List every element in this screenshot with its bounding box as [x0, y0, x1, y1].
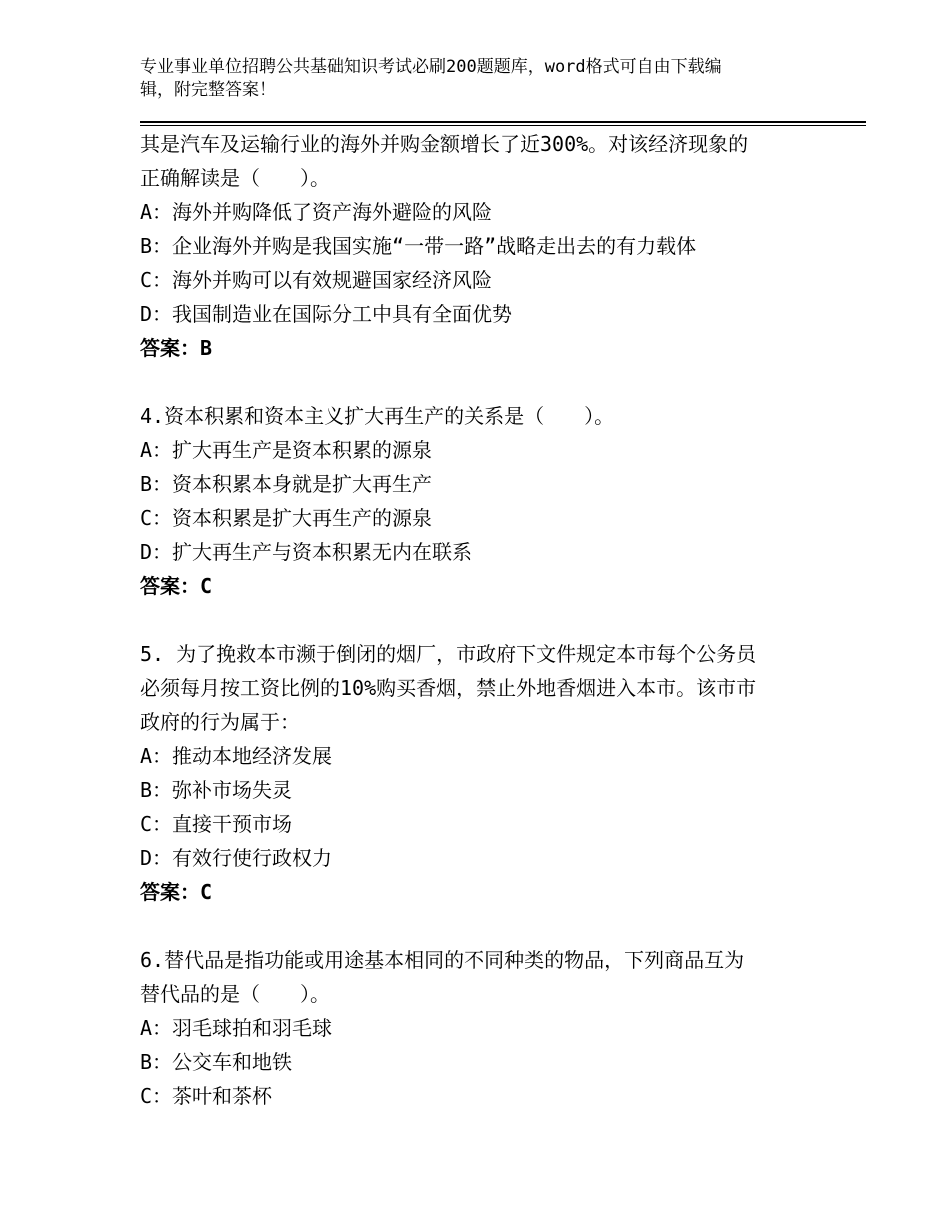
- question-stem: 正确解读是（ ）。: [140, 166, 330, 190]
- header-line-2: 辑，附完整答案！: [140, 80, 276, 100]
- question-stem: 替代品的是（ ）。: [140, 982, 330, 1006]
- question-stem: 政府的行为属于：: [140, 710, 300, 734]
- option-d: D：有效行使行政权力: [140, 846, 333, 870]
- question-content: [140, 127, 820, 1113]
- spacer: [140, 603, 820, 637]
- question-stem: 必须每月按工资比例的10%购买香烟，禁止外地香烟进入本市。该市市: [140, 676, 757, 700]
- page-header: [140, 56, 800, 102]
- header-rule-thin: [140, 125, 866, 126]
- option-c: C：海外并购可以有效规避国家经济风险: [140, 268, 493, 292]
- question-5: [140, 637, 820, 909]
- option-c: C：资本积累是扩大再生产的源泉: [140, 506, 433, 530]
- option-b: B：资本积累本身就是扩大再生产: [140, 472, 433, 496]
- question-stem: 6.替代品是指功能或用途基本相同的不同种类的物品，下列商品互为: [140, 948, 745, 972]
- option-a: A：羽毛球拍和羽毛球: [140, 1016, 333, 1040]
- option-c: C：茶叶和茶杯: [140, 1084, 273, 1108]
- header-rule-thick: [140, 121, 866, 123]
- answer-label: 答案：C: [140, 574, 213, 598]
- spacer: [140, 909, 820, 943]
- question-3: [140, 127, 820, 365]
- question-stem: 5. 为了挽救本市濒于倒闭的烟厂，市政府下文件规定本市每个公务员: [140, 642, 757, 666]
- option-d: D：扩大再生产与资本积累无内在联系: [140, 540, 473, 564]
- question-stem: 其是汽车及运输行业的海外并购金额增长了近300%。对该经济现象的: [140, 132, 749, 156]
- option-a: A：海外并购降低了资产海外避险的风险: [140, 200, 493, 224]
- question-4: [140, 399, 820, 603]
- spacer: [140, 365, 820, 399]
- question-6: [140, 943, 820, 1113]
- option-a: A：扩大再生产是资本积累的源泉: [140, 438, 433, 462]
- header-line-1: 专业事业单位招聘公共基础知识考试必刷200题题库，word格式可自由下载编: [140, 57, 722, 77]
- answer-label: 答案：C: [140, 880, 213, 904]
- option-a: A：推动本地经济发展: [140, 744, 333, 768]
- option-b: B：企业海外并购是我国实施“一带一路”战略走出去的有力载体: [140, 234, 697, 258]
- option-b: B：弥补市场失灵: [140, 778, 293, 802]
- answer-label: 答案：B: [140, 336, 213, 360]
- option-b: B：公交车和地铁: [140, 1050, 293, 1074]
- question-stem: 4.资本积累和资本主义扩大再生产的关系是（ ）。: [140, 404, 615, 428]
- option-d: D：我国制造业在国际分工中具有全面优势: [140, 302, 513, 326]
- option-c: C：直接干预市场: [140, 812, 293, 836]
